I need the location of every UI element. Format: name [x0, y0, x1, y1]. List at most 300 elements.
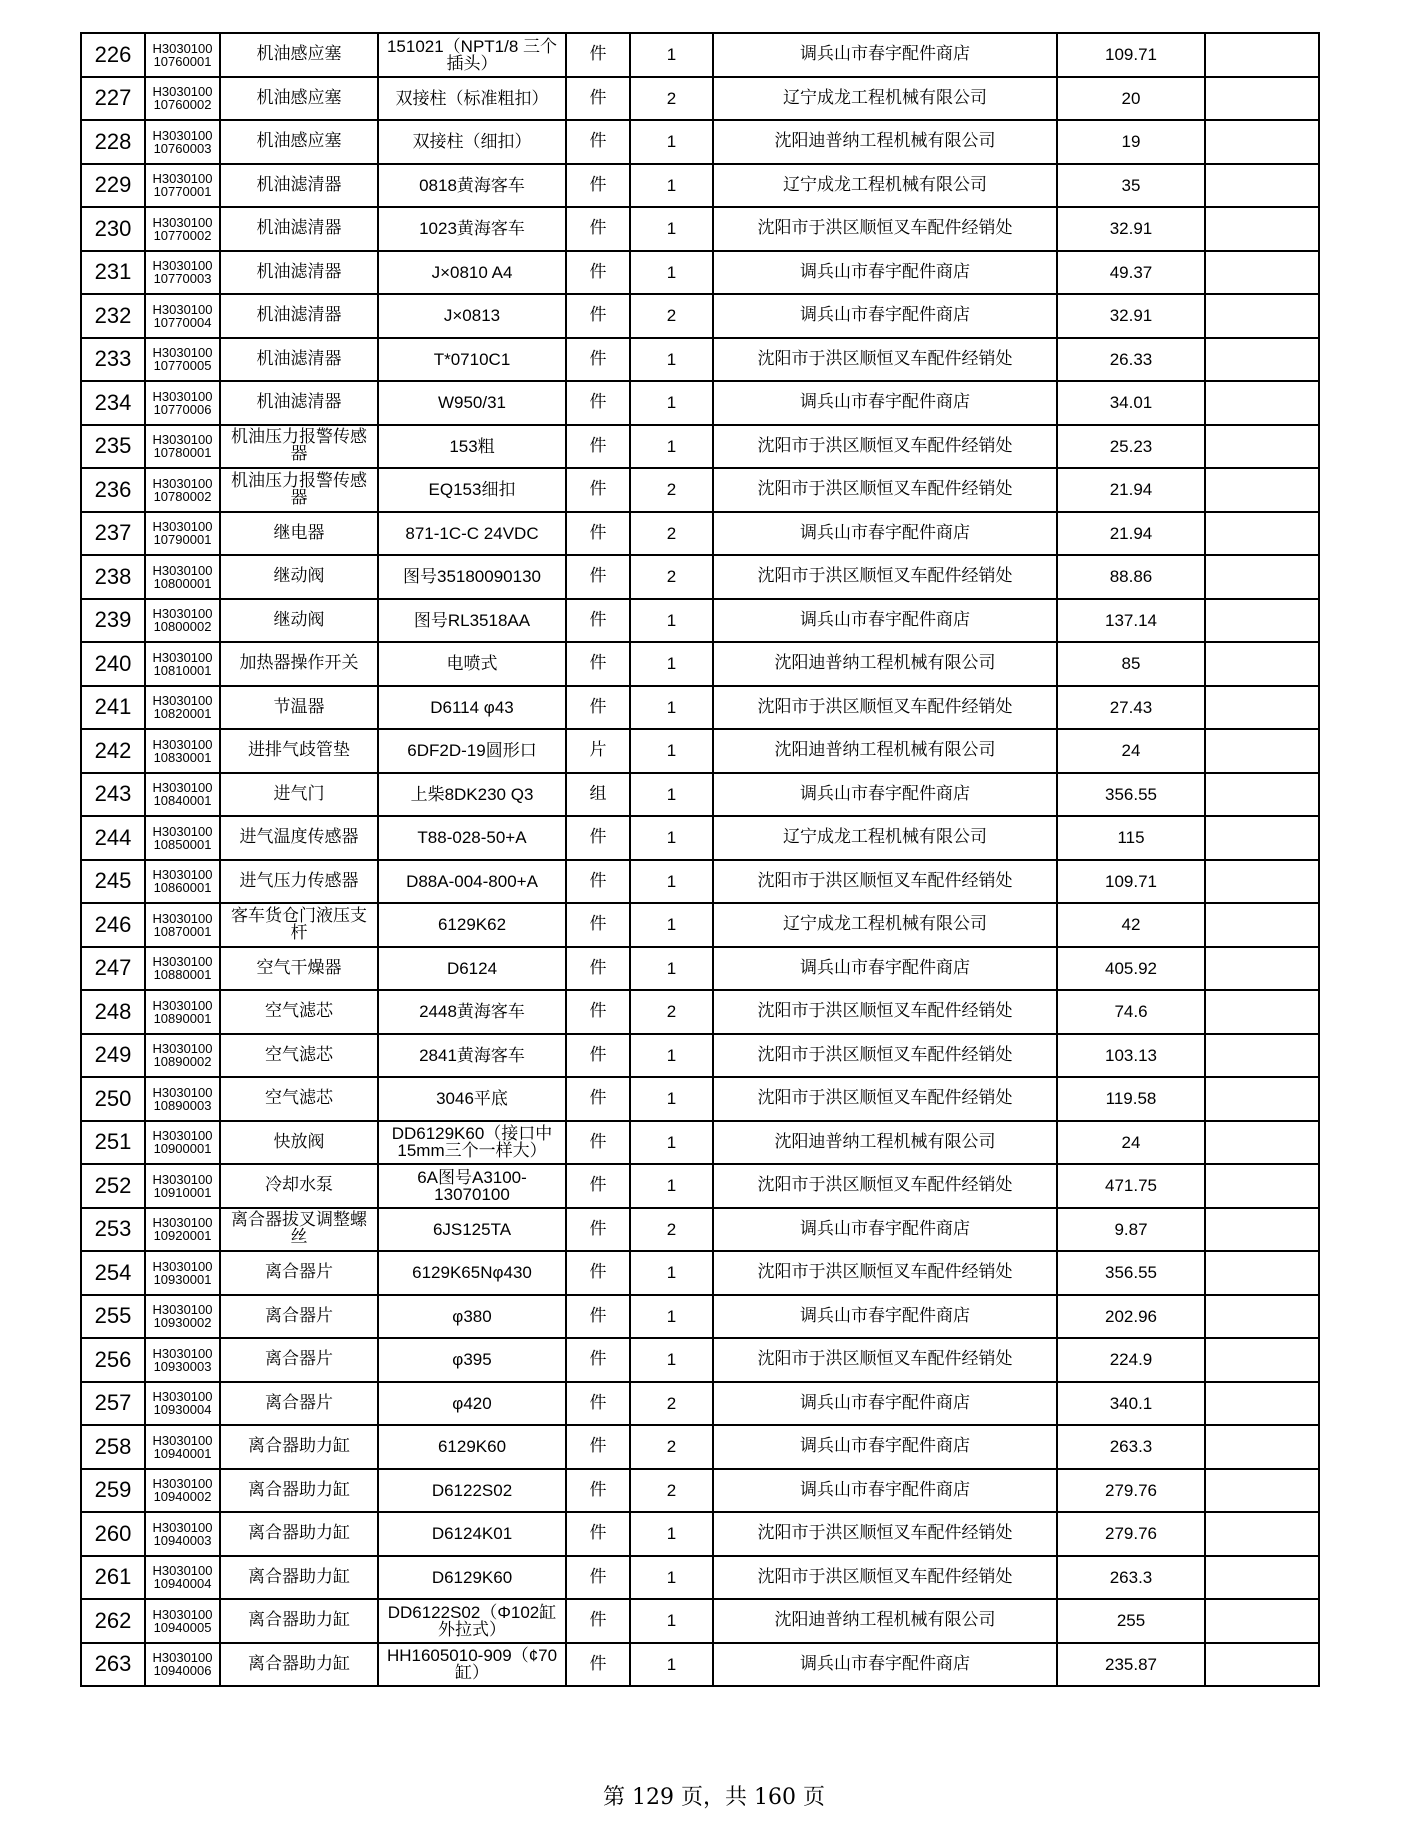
item-unit: 件 — [566, 990, 630, 1034]
item-quantity: 2 — [630, 77, 713, 121]
item-spec: T88-028-50+A — [378, 816, 566, 860]
item-spec: D6122S02 — [378, 1469, 566, 1513]
item-unit: 件 — [566, 1077, 630, 1121]
item-spec: 6129K62 — [378, 903, 566, 947]
item-code — [145, 947, 220, 991]
item-name: 空气干燥器 — [220, 947, 378, 991]
item-supplier: 调兵山市春宇配件商店 — [713, 1425, 1057, 1469]
item-supplier: 沈阳市于洪区顺恒叉车配件经销处 — [713, 686, 1057, 730]
item-code — [145, 555, 220, 599]
item-quantity: 2 — [630, 1425, 713, 1469]
item-unit: 件 — [566, 1556, 630, 1600]
item-code — [145, 33, 220, 77]
item-spec: J×0810 A4 — [378, 251, 566, 295]
item-code-line: 10880001 — [153, 967, 212, 983]
item-supplier: 沈阳市于洪区顺恒叉车配件经销处 — [713, 1164, 1057, 1208]
table-row — [81, 120, 1319, 164]
item-code-line: 10770001 — [153, 184, 212, 200]
item-unit: 件 — [566, 1208, 630, 1252]
row-number: 239 — [81, 599, 145, 643]
item-name: 机油感应塞 — [220, 77, 378, 121]
table-row — [81, 381, 1319, 425]
item-remark — [1205, 1208, 1319, 1252]
item-code — [145, 773, 220, 817]
item-code-line: H3030100 — [152, 475, 213, 491]
item-quantity: 1 — [630, 1512, 713, 1556]
item-unit: 件 — [566, 1512, 630, 1556]
item-supplier: 沈阳市于洪区顺恒叉车配件经销处 — [713, 1512, 1057, 1556]
item-code-line: 10790001 — [153, 532, 212, 548]
item-spec: φ420 — [378, 1382, 566, 1426]
item-spec: 0818黄海客车 — [378, 164, 566, 208]
item-code-line: 10770002 — [153, 227, 212, 243]
item-remark — [1205, 1556, 1319, 1600]
item-spec: 双接柱（标准粗扣） — [378, 77, 566, 121]
item-remark — [1205, 990, 1319, 1034]
row-number: 245 — [81, 860, 145, 904]
item-code — [145, 686, 220, 730]
item-price: 263.3 — [1057, 1556, 1205, 1600]
item-spec: T*0710C1 — [378, 338, 566, 382]
item-code-line: H3030100 — [152, 780, 213, 796]
item-quantity: 2 — [630, 468, 713, 512]
item-unit: 件 — [566, 903, 630, 947]
item-spec: 3046平底 — [378, 1077, 566, 1121]
item-code-line: H3030100 — [152, 910, 213, 926]
item-code — [145, 425, 220, 469]
item-remark — [1205, 120, 1319, 164]
item-name: 离合器助力缸 — [220, 1599, 378, 1643]
item-price: 263.3 — [1057, 1425, 1205, 1469]
row-number: 254 — [81, 1251, 145, 1295]
item-code-line: H3030100 — [152, 519, 213, 535]
item-spec: D6124K01 — [378, 1512, 566, 1556]
item-supplier: 沈阳迪普纳工程机械有限公司 — [713, 120, 1057, 164]
item-remark — [1205, 599, 1319, 643]
item-name: 进气门 — [220, 773, 378, 817]
item-quantity: 1 — [630, 207, 713, 251]
item-remark — [1205, 816, 1319, 860]
item-quantity: 1 — [630, 947, 713, 991]
item-price: 119.58 — [1057, 1077, 1205, 1121]
item-supplier: 调兵山市春宇配件商店 — [713, 381, 1057, 425]
item-code — [145, 1382, 220, 1426]
row-number: 227 — [81, 77, 145, 121]
item-code-line: H3030100 — [152, 432, 213, 448]
item-name: 机油压力报警传感器 — [220, 468, 378, 512]
item-code-line: H3030100 — [152, 40, 213, 56]
item-code-line: 10800002 — [153, 619, 212, 635]
row-number: 253 — [81, 1208, 145, 1252]
table-row — [81, 1599, 1319, 1643]
item-quantity: 1 — [630, 903, 713, 947]
table-row — [81, 816, 1319, 860]
item-supplier: 沈阳市于洪区顺恒叉车配件经销处 — [713, 1556, 1057, 1600]
item-code-line: 10930003 — [153, 1358, 212, 1374]
item-code — [145, 1164, 220, 1208]
table-row — [81, 512, 1319, 556]
item-quantity: 1 — [630, 686, 713, 730]
table-row — [81, 1382, 1319, 1426]
row-number: 236 — [81, 468, 145, 512]
item-price: 137.14 — [1057, 599, 1205, 643]
table-row — [81, 251, 1319, 295]
table-row — [81, 1251, 1319, 1295]
item-name: 机油感应塞 — [220, 33, 378, 77]
item-remark — [1205, 251, 1319, 295]
item-price: 34.01 — [1057, 381, 1205, 425]
item-supplier: 沈阳市于洪区顺恒叉车配件经销处 — [713, 1034, 1057, 1078]
item-code-line: 10780002 — [153, 488, 212, 504]
item-code — [145, 1034, 220, 1078]
item-supplier: 调兵山市春宇配件商店 — [713, 1208, 1057, 1252]
item-code — [145, 1512, 220, 1556]
item-unit: 件 — [566, 1469, 630, 1513]
item-spec: 6129K65Nφ430 — [378, 1251, 566, 1295]
item-name: 空气滤芯 — [220, 990, 378, 1034]
item-code-line: 10810001 — [153, 662, 212, 678]
item-name: 机油滤清器 — [220, 207, 378, 251]
item-code-line: 10940001 — [153, 1445, 212, 1461]
table-row — [81, 1338, 1319, 1382]
item-name: 机油滤清器 — [220, 338, 378, 382]
row-number: 260 — [81, 1512, 145, 1556]
item-code-line: H3030100 — [152, 1258, 213, 1274]
row-number: 228 — [81, 120, 145, 164]
item-code-line: 10830001 — [153, 749, 212, 765]
item-price: 32.91 — [1057, 207, 1205, 251]
item-quantity: 1 — [630, 120, 713, 164]
item-code-line: 10770004 — [153, 314, 212, 330]
item-price: 21.94 — [1057, 468, 1205, 512]
item-price: 19 — [1057, 120, 1205, 164]
item-code — [145, 294, 220, 338]
item-remark — [1205, 164, 1319, 208]
item-code-line: 10940004 — [153, 1576, 212, 1592]
item-code — [145, 903, 220, 947]
item-name: 离合器片 — [220, 1251, 378, 1295]
item-code-line: 10780001 — [153, 445, 212, 461]
table-row — [81, 1425, 1319, 1469]
item-price: 9.87 — [1057, 1208, 1205, 1252]
item-quantity: 1 — [630, 164, 713, 208]
item-code-line: 10770005 — [153, 358, 212, 374]
row-number: 262 — [81, 1599, 145, 1643]
item-supplier: 调兵山市春宇配件商店 — [713, 251, 1057, 295]
item-supplier: 沈阳市于洪区顺恒叉车配件经销处 — [713, 1251, 1057, 1295]
item-code — [145, 1469, 220, 1513]
item-code — [145, 251, 220, 295]
item-remark — [1205, 468, 1319, 512]
item-remark — [1205, 381, 1319, 425]
item-price: 471.75 — [1057, 1164, 1205, 1208]
table-row — [81, 860, 1319, 904]
item-name: 客车货仓门液压支杆 — [220, 903, 378, 947]
table-row — [81, 164, 1319, 208]
item-code — [145, 1251, 220, 1295]
item-code-line: 10890002 — [153, 1054, 212, 1070]
item-code — [145, 1208, 220, 1252]
item-spec: DD6129K60（接口中15mm三个一样大） — [378, 1121, 566, 1165]
item-code-line: H3030100 — [152, 84, 213, 100]
item-code — [145, 338, 220, 382]
item-supplier: 辽宁成龙工程机械有限公司 — [713, 164, 1057, 208]
item-unit: 件 — [566, 1338, 630, 1382]
item-quantity: 1 — [630, 425, 713, 469]
item-code-line: H3030100 — [152, 736, 213, 752]
item-unit: 件 — [566, 1599, 630, 1643]
item-code-line: H3030100 — [152, 1432, 213, 1448]
row-number: 263 — [81, 1643, 145, 1687]
item-supplier: 沈阳市于洪区顺恒叉车配件经销处 — [713, 468, 1057, 512]
item-code-line: H3030100 — [152, 606, 213, 622]
item-price: 115 — [1057, 816, 1205, 860]
item-code-line: H3030100 — [152, 301, 213, 317]
item-code-line: H3030100 — [152, 1563, 213, 1579]
item-code — [145, 512, 220, 556]
item-quantity: 1 — [630, 1251, 713, 1295]
table-row — [81, 903, 1319, 947]
item-code-line: H3030100 — [152, 1215, 213, 1231]
item-unit: 件 — [566, 468, 630, 512]
item-spec: 871-1C-C 24VDC — [378, 512, 566, 556]
item-code-line: H3030100 — [152, 214, 213, 230]
item-remark — [1205, 338, 1319, 382]
item-supplier: 调兵山市春宇配件商店 — [713, 1469, 1057, 1513]
item-code — [145, 1121, 220, 1165]
item-supplier: 沈阳市于洪区顺恒叉车配件经销处 — [713, 207, 1057, 251]
item-unit: 组 — [566, 773, 630, 817]
item-price: 109.71 — [1057, 33, 1205, 77]
item-name: 快放阀 — [220, 1121, 378, 1165]
item-price: 255 — [1057, 1599, 1205, 1643]
item-supplier: 辽宁成龙工程机械有限公司 — [713, 77, 1057, 121]
item-supplier: 沈阳迪普纳工程机械有限公司 — [713, 1599, 1057, 1643]
item-quantity: 1 — [630, 1077, 713, 1121]
item-unit: 件 — [566, 1121, 630, 1165]
item-spec: 电喷式 — [378, 642, 566, 686]
item-spec: 2448黄海客车 — [378, 990, 566, 1034]
table-row — [81, 1295, 1319, 1339]
row-number: 246 — [81, 903, 145, 947]
item-price: 35 — [1057, 164, 1205, 208]
item-code-line: 10770006 — [153, 401, 212, 417]
item-code-line: H3030100 — [152, 1476, 213, 1492]
item-quantity: 1 — [630, 251, 713, 295]
item-price: 24 — [1057, 729, 1205, 773]
row-number: 247 — [81, 947, 145, 991]
item-code-line: 10840001 — [153, 793, 212, 809]
table-row — [81, 77, 1319, 121]
table-row — [81, 555, 1319, 599]
table-row — [81, 1208, 1319, 1252]
item-remark — [1205, 642, 1319, 686]
item-quantity: 2 — [630, 1382, 713, 1426]
item-name: 机油滤清器 — [220, 381, 378, 425]
item-code-line: H3030100 — [152, 1345, 213, 1361]
item-remark — [1205, 860, 1319, 904]
item-code-line: H3030100 — [152, 1171, 213, 1187]
item-spec: W950/31 — [378, 381, 566, 425]
row-number: 237 — [81, 512, 145, 556]
item-unit: 件 — [566, 1034, 630, 1078]
item-spec: EQ153细扣 — [378, 468, 566, 512]
item-code-line: 10760003 — [153, 140, 212, 156]
item-code-line: 10820001 — [153, 706, 212, 722]
item-spec: HH1605010-909（¢70缸） — [378, 1643, 566, 1687]
item-remark — [1205, 1599, 1319, 1643]
item-unit: 件 — [566, 642, 630, 686]
item-code-line: H3030100 — [152, 1084, 213, 1100]
item-unit: 件 — [566, 33, 630, 77]
row-number: 248 — [81, 990, 145, 1034]
item-code-line: 10860001 — [153, 880, 212, 896]
table-row — [81, 1077, 1319, 1121]
item-supplier: 沈阳迪普纳工程机械有限公司 — [713, 1121, 1057, 1165]
item-remark — [1205, 729, 1319, 773]
item-quantity: 1 — [630, 773, 713, 817]
parts-table — [80, 32, 1320, 1687]
item-name: 机油感应塞 — [220, 120, 378, 164]
item-code-line: 10940002 — [153, 1489, 212, 1505]
item-spec: J×0813 — [378, 294, 566, 338]
item-remark — [1205, 1251, 1319, 1295]
row-number: 226 — [81, 33, 145, 77]
item-code — [145, 860, 220, 904]
item-remark — [1205, 33, 1319, 77]
item-price: 42 — [1057, 903, 1205, 947]
item-price: 235.87 — [1057, 1643, 1205, 1687]
item-unit: 件 — [566, 1251, 630, 1295]
item-quantity: 1 — [630, 33, 713, 77]
item-code-line: H3030100 — [152, 954, 213, 970]
item-spec: 图号35180090130 — [378, 555, 566, 599]
item-quantity: 2 — [630, 1469, 713, 1513]
table-row — [81, 729, 1319, 773]
item-supplier: 调兵山市春宇配件商店 — [713, 33, 1057, 77]
item-spec: 图号RL3518AA — [378, 599, 566, 643]
item-unit: 件 — [566, 860, 630, 904]
table-row — [81, 642, 1319, 686]
item-unit: 件 — [566, 164, 630, 208]
item-supplier: 沈阳市于洪区顺恒叉车配件经销处 — [713, 860, 1057, 904]
item-unit: 件 — [566, 425, 630, 469]
item-name: 离合器助力缸 — [220, 1469, 378, 1513]
item-price: 74.6 — [1057, 990, 1205, 1034]
item-supplier: 调兵山市春宇配件商店 — [713, 1295, 1057, 1339]
row-number: 229 — [81, 164, 145, 208]
item-unit: 件 — [566, 294, 630, 338]
item-price: 224.9 — [1057, 1338, 1205, 1382]
item-remark — [1205, 947, 1319, 991]
item-price: 32.91 — [1057, 294, 1205, 338]
item-code — [145, 1643, 220, 1687]
table-row — [81, 1556, 1319, 1600]
item-spec: φ380 — [378, 1295, 566, 1339]
item-code-line: 10900001 — [153, 1141, 212, 1157]
item-code — [145, 816, 220, 860]
item-spec: D88A-004-800+A — [378, 860, 566, 904]
item-code-line: 10770003 — [153, 271, 212, 287]
row-number: 235 — [81, 425, 145, 469]
row-number: 231 — [81, 251, 145, 295]
item-price: 85 — [1057, 642, 1205, 686]
item-price: 356.55 — [1057, 1251, 1205, 1295]
item-unit: 件 — [566, 251, 630, 295]
table-row — [81, 947, 1319, 991]
item-code-line: 10890001 — [153, 1010, 212, 1026]
item-code-line: H3030100 — [152, 171, 213, 187]
row-number: 244 — [81, 816, 145, 860]
item-unit: 件 — [566, 1382, 630, 1426]
item-supplier: 沈阳市于洪区顺恒叉车配件经销处 — [713, 425, 1057, 469]
row-number: 252 — [81, 1164, 145, 1208]
table-row — [81, 773, 1319, 817]
row-number: 249 — [81, 1034, 145, 1078]
table-row — [81, 425, 1319, 469]
item-name: 空气滤芯 — [220, 1077, 378, 1121]
item-code-line: 10940003 — [153, 1532, 212, 1548]
table-row — [81, 1034, 1319, 1078]
table-row — [81, 338, 1319, 382]
item-quantity: 2 — [630, 555, 713, 599]
item-spec: 上柴8DK230 Q3 — [378, 773, 566, 817]
item-quantity: 1 — [630, 816, 713, 860]
item-code — [145, 990, 220, 1034]
item-code — [145, 207, 220, 251]
item-name: 冷却水泵 — [220, 1164, 378, 1208]
item-spec: 153粗 — [378, 425, 566, 469]
item-code-line: H3030100 — [152, 1302, 213, 1318]
item-supplier: 调兵山市春宇配件商店 — [713, 1643, 1057, 1687]
item-name: 离合器助力缸 — [220, 1556, 378, 1600]
item-price: 26.33 — [1057, 338, 1205, 382]
item-quantity: 2 — [630, 1208, 713, 1252]
item-unit: 片 — [566, 729, 630, 773]
item-spec: 1023黄海客车 — [378, 207, 566, 251]
item-unit: 件 — [566, 338, 630, 382]
item-price: 88.86 — [1057, 555, 1205, 599]
item-price: 340.1 — [1057, 1382, 1205, 1426]
item-name: 离合器片 — [220, 1295, 378, 1339]
item-spec: DD6122S02（Φ102缸 外拉式） — [378, 1599, 566, 1643]
item-supplier: 调兵山市春宇配件商店 — [713, 947, 1057, 991]
item-quantity: 1 — [630, 1643, 713, 1687]
item-name: 继电器 — [220, 512, 378, 556]
item-quantity: 1 — [630, 642, 713, 686]
row-number: 242 — [81, 729, 145, 773]
item-price: 279.76 — [1057, 1512, 1205, 1556]
item-supplier: 辽宁成龙工程机械有限公司 — [713, 816, 1057, 860]
item-name: 空气滤芯 — [220, 1034, 378, 1078]
item-spec: D6124 — [378, 947, 566, 991]
item-code-line: H3030100 — [152, 1606, 213, 1622]
item-code — [145, 120, 220, 164]
item-spec: 2841黄海客车 — [378, 1034, 566, 1078]
item-code — [145, 468, 220, 512]
item-quantity: 1 — [630, 1338, 713, 1382]
item-code-line: H3030100 — [152, 823, 213, 839]
item-unit: 件 — [566, 947, 630, 991]
item-name: 机油滤清器 — [220, 164, 378, 208]
row-number: 233 — [81, 338, 145, 382]
item-code-line: 10930004 — [153, 1402, 212, 1418]
item-name: 离合器片 — [220, 1338, 378, 1382]
item-quantity: 1 — [630, 1295, 713, 1339]
item-quantity: 1 — [630, 1556, 713, 1600]
item-code — [145, 381, 220, 425]
item-unit: 件 — [566, 1295, 630, 1339]
